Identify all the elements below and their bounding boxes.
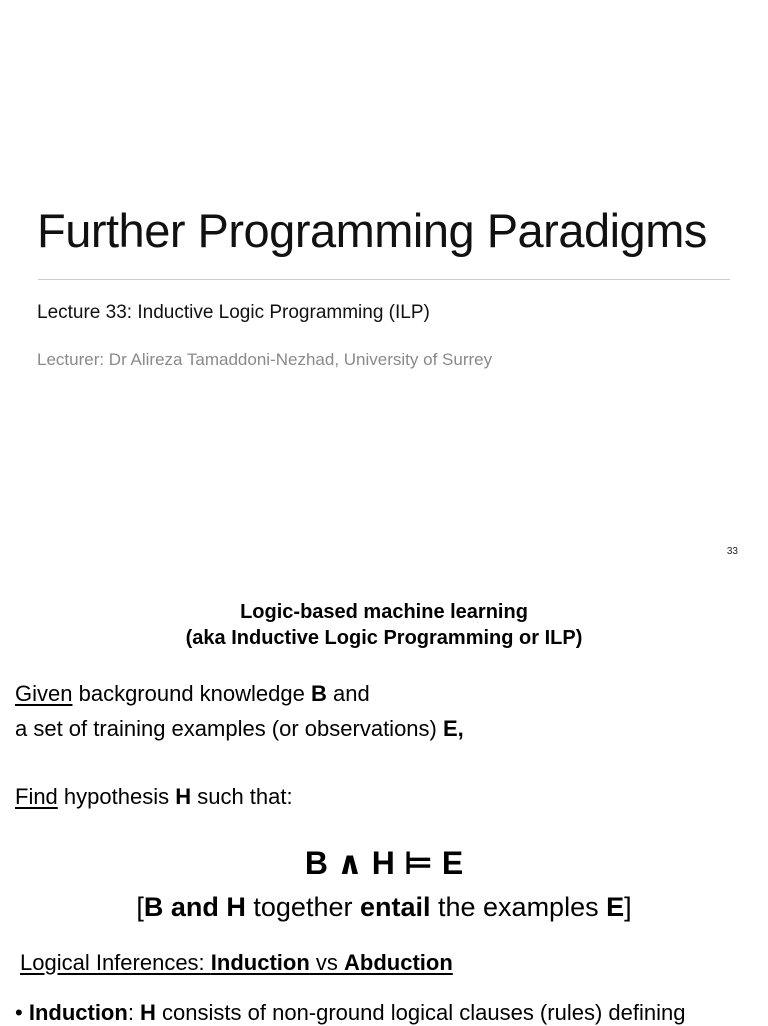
given-b: B [310,681,327,706]
bullet-label: Induction [28,1000,128,1025]
find-text1: hypothesis [57,784,176,809]
bullet-text: consists of non-ground logical clauses (rules) defining [155,1000,686,1025]
find-keyword: Find [15,784,58,809]
given-keyword: Given [15,681,73,706]
slide-title: Further Programming Paradigms [37,204,707,257]
slide-heading-line1: Logic-based machine learning [240,601,528,623]
lecture-subtitle: Lecture 33: Inductive Logic Programming (ILP) [37,302,430,323]
inferences-prefix: Logical Inferences: [20,950,211,975]
entailment-formula: B ∧ H ⊨ E [304,845,464,881]
inferences-vs: vs [309,950,344,975]
find-line [15,784,293,810]
bullet-colon: : [127,1000,141,1025]
inferences-abduction: Abduction [344,950,453,975]
desc-e: E [606,892,625,922]
desc-t2: the examples [430,892,607,922]
find-h: H [175,784,192,809]
page-number: 33 [726,546,738,557]
examples-text: a set of training examples (or observations) [15,716,443,741]
given-text1: background knowledge [72,681,311,706]
inferences-heading [20,950,453,976]
bracket-close: ] [624,892,632,922]
slide-heading-line2: (aka Inductive Logic Programming or ILP) [185,627,583,649]
bullet-dot: • [15,1000,29,1025]
formula-description [0,892,768,923]
lecturer-line: Lecturer: Dr Alireza Tamaddoni-Nezhad, University of Surrey [37,350,493,369]
desc-t1: together [245,892,360,922]
examples-line [15,716,464,742]
given-line [15,681,370,707]
bullet-h: H [140,1000,156,1025]
given-text2: and [326,681,370,706]
desc-bh: B and H [143,892,246,922]
title-divider [38,279,730,280]
inferences-induction: Induction [210,950,310,975]
content-slide [0,570,768,1024]
desc-entail: entail [359,892,431,922]
find-text2: such that: [191,784,293,809]
induction-bullet [15,1000,685,1026]
examples-e: E, [442,716,464,741]
bracket-open: [ [136,892,144,922]
